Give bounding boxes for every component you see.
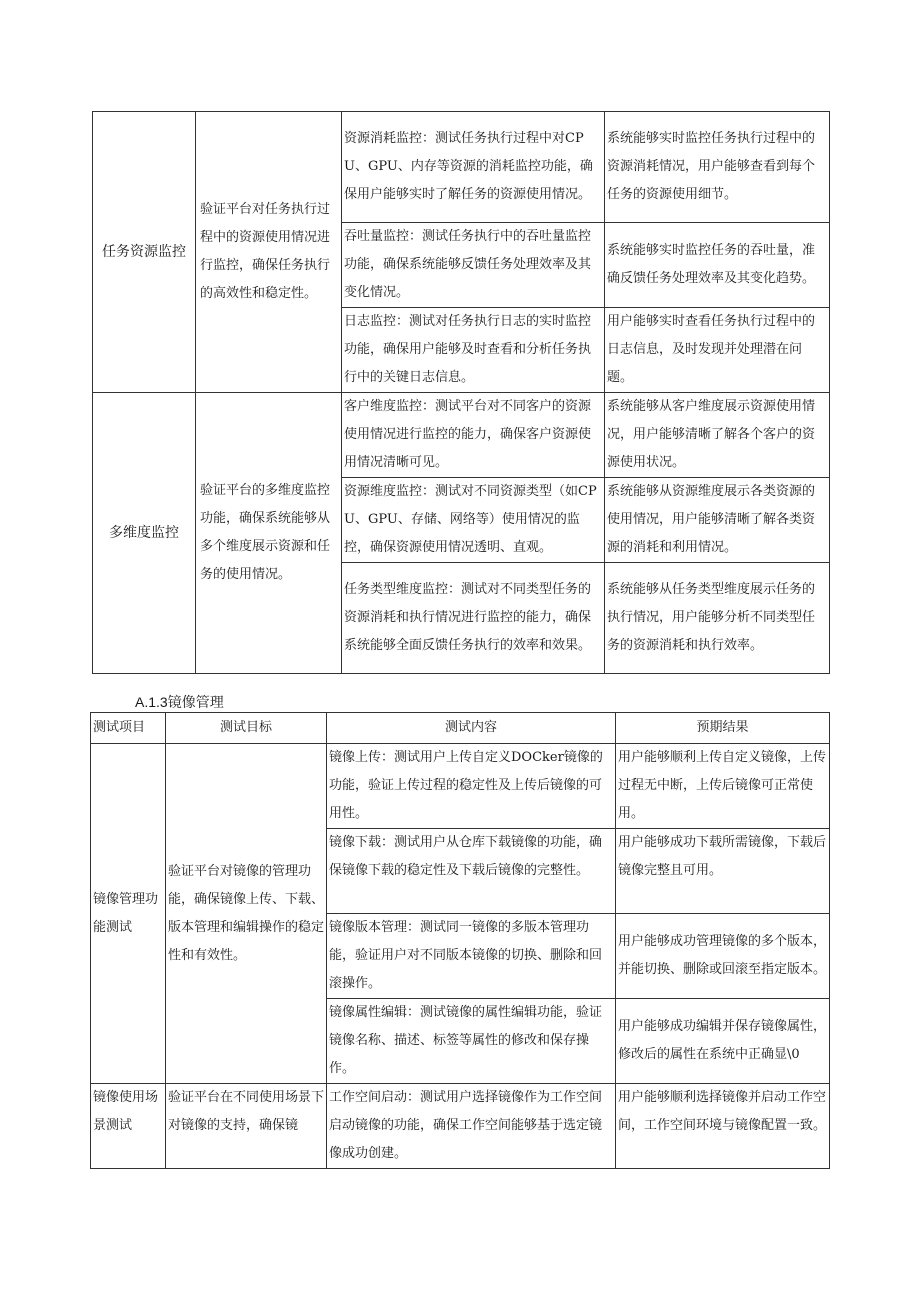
expected-result-cell: 用户能够成功编辑并保存镜像属性，修改后的属性在系统中正确显\0 — [616, 999, 830, 1084]
header-test-content: 测试内容 — [327, 713, 616, 744]
test-content-cell: 资源维度监控：测试对不同资源类型（如CPU、GPU、存储、网络等）使用情况的监控，确保资源使用情况透明、直观。 — [342, 478, 605, 563]
test-content-cell: 任务类型维度监控：测试对不同类型任务的资源消耗和执行情况进行监控的能力，确保系统能够全面反馈任务执行的效率和效果。 — [342, 563, 605, 674]
header-test-item: 测试项目 — [91, 713, 166, 744]
test-content-cell: 镜像属性编辑：测试镜像的属性编辑功能，验证镜像名称、描述、标签等属性的修改和保存操作。 — [327, 999, 616, 1084]
header-expected-result: 预期结果 — [616, 713, 830, 744]
test-item-cell: 镜像使用场景测试 — [91, 1084, 166, 1169]
expected-result-cell: 系统能够从资源维度展示各类资源的使用情况，用户能够清晰了解各类资源的消耗和利用情况。 — [605, 478, 830, 563]
test-content-cell: 日志监控：测试对任务执行日志的实时监控功能，确保用户能够及时查看和分析任务执行中的关键日志信息。 — [342, 308, 605, 393]
expected-result-cell: 系统能够实时监控任务执行过程中的资源消耗情况，用户能够查看到每个任务的资源使用细节。 — [605, 112, 830, 223]
monitoring-test-table — [92, 111, 830, 674]
expected-result-cell: 用户能够成功管理镜像的多个版本，并能切换、删除或回滚至指定版本。 — [616, 914, 830, 999]
test-goal-cell: 验证平台的多维度监控功能，确保系统能够从多个维度展示资源和任务的使用情况。 — [196, 393, 342, 674]
test-content-cell: 工作空间启动：测试用户选择镜像作为工作空间启动镜像的功能，确保工作空间能够基于选定镜像成功创建。 — [327, 1084, 616, 1169]
test-content-cell: 镜像版本管理：测试同一镜像的多版本管理功能，验证用户对不同版本镜像的切换、删除和回滚操作。 — [327, 914, 616, 999]
expected-result-cell: 系统能够从任务类型维度展示任务的执行情况，用户能够分析不同类型任务的资源消耗和执行效率。 — [605, 563, 830, 674]
image-management-test-table — [90, 712, 830, 1169]
expected-result-cell: 用户能够顺利选择镜像并启动工作空间，工作空间环境与镜像配置一致。 — [616, 1084, 830, 1169]
test-item-cell: 任务资源监控 — [93, 112, 196, 393]
test-item-cell: 镜像管理功能测试 — [91, 744, 166, 1084]
test-goal-cell: 验证平台对镜像的管理功能，确保镜像上传、下载、版本管理和编辑操作的稳定性和有效性。 — [166, 744, 327, 1084]
test-content-cell: 吞吐量监控：测试任务执行中的吞吐量监控功能，确保系统能够反馈任务处理效率及其变化情况。 — [342, 223, 605, 308]
section-heading: A.1.3镜像管理 — [135, 694, 224, 710]
expected-result-cell: 用户能够实时查看任务执行过程中的日志信息，及时发现并处理潜在问题。 — [605, 308, 830, 393]
expected-result-cell: 系统能够从客户维度展示资源使用情况，用户能够清晰了解各个客户的资源使用状况。 — [605, 393, 830, 478]
test-content-cell: 镜像下载：测试用户从仓库下载镜像的功能，确保镜像下载的稳定性及下载后镜像的完整性。 — [327, 829, 616, 914]
test-content-cell: 客户维度监控：测试平台对不同客户的资源使用情况进行监控的能力，确保客户资源使用情况清晰可见。 — [342, 393, 605, 478]
expected-result-cell: 用户能够顺利上传自定义镜像，上传过程无中断，上传后镜像可正常使用。 — [616, 744, 830, 829]
test-item-cell: 多维度监控 — [93, 393, 196, 674]
expected-result-cell: 用户能够成功下载所需镜像，下载后镜像完整且可用。 — [616, 829, 830, 914]
test-goal-cell: 验证平台在不同使用场景下对镜像的支持，确保镜 — [166, 1084, 327, 1169]
test-goal-cell: 验证平台对任务执行过程中的资源使用情况进行监控，确保任务执行的高效性和稳定性。 — [196, 112, 342, 393]
header-test-goal: 测试目标 — [166, 713, 327, 744]
expected-result-cell: 系统能够实时监控任务的吞吐量，准确反馈任务处理效率及其变化趋势。 — [605, 223, 830, 308]
test-content-cell: 资源消耗监控：测试任务执行过程中对CPU、GPU、内存等资源的消耗监控功能，确保用户能够实时了解任务的资源使用情况。 — [342, 112, 605, 223]
test-content-cell: 镜像上传：测试用户上传自定义DOCker镜像的功能，验证上传过程的稳定性及上传后镜像的可用性。 — [327, 744, 616, 829]
